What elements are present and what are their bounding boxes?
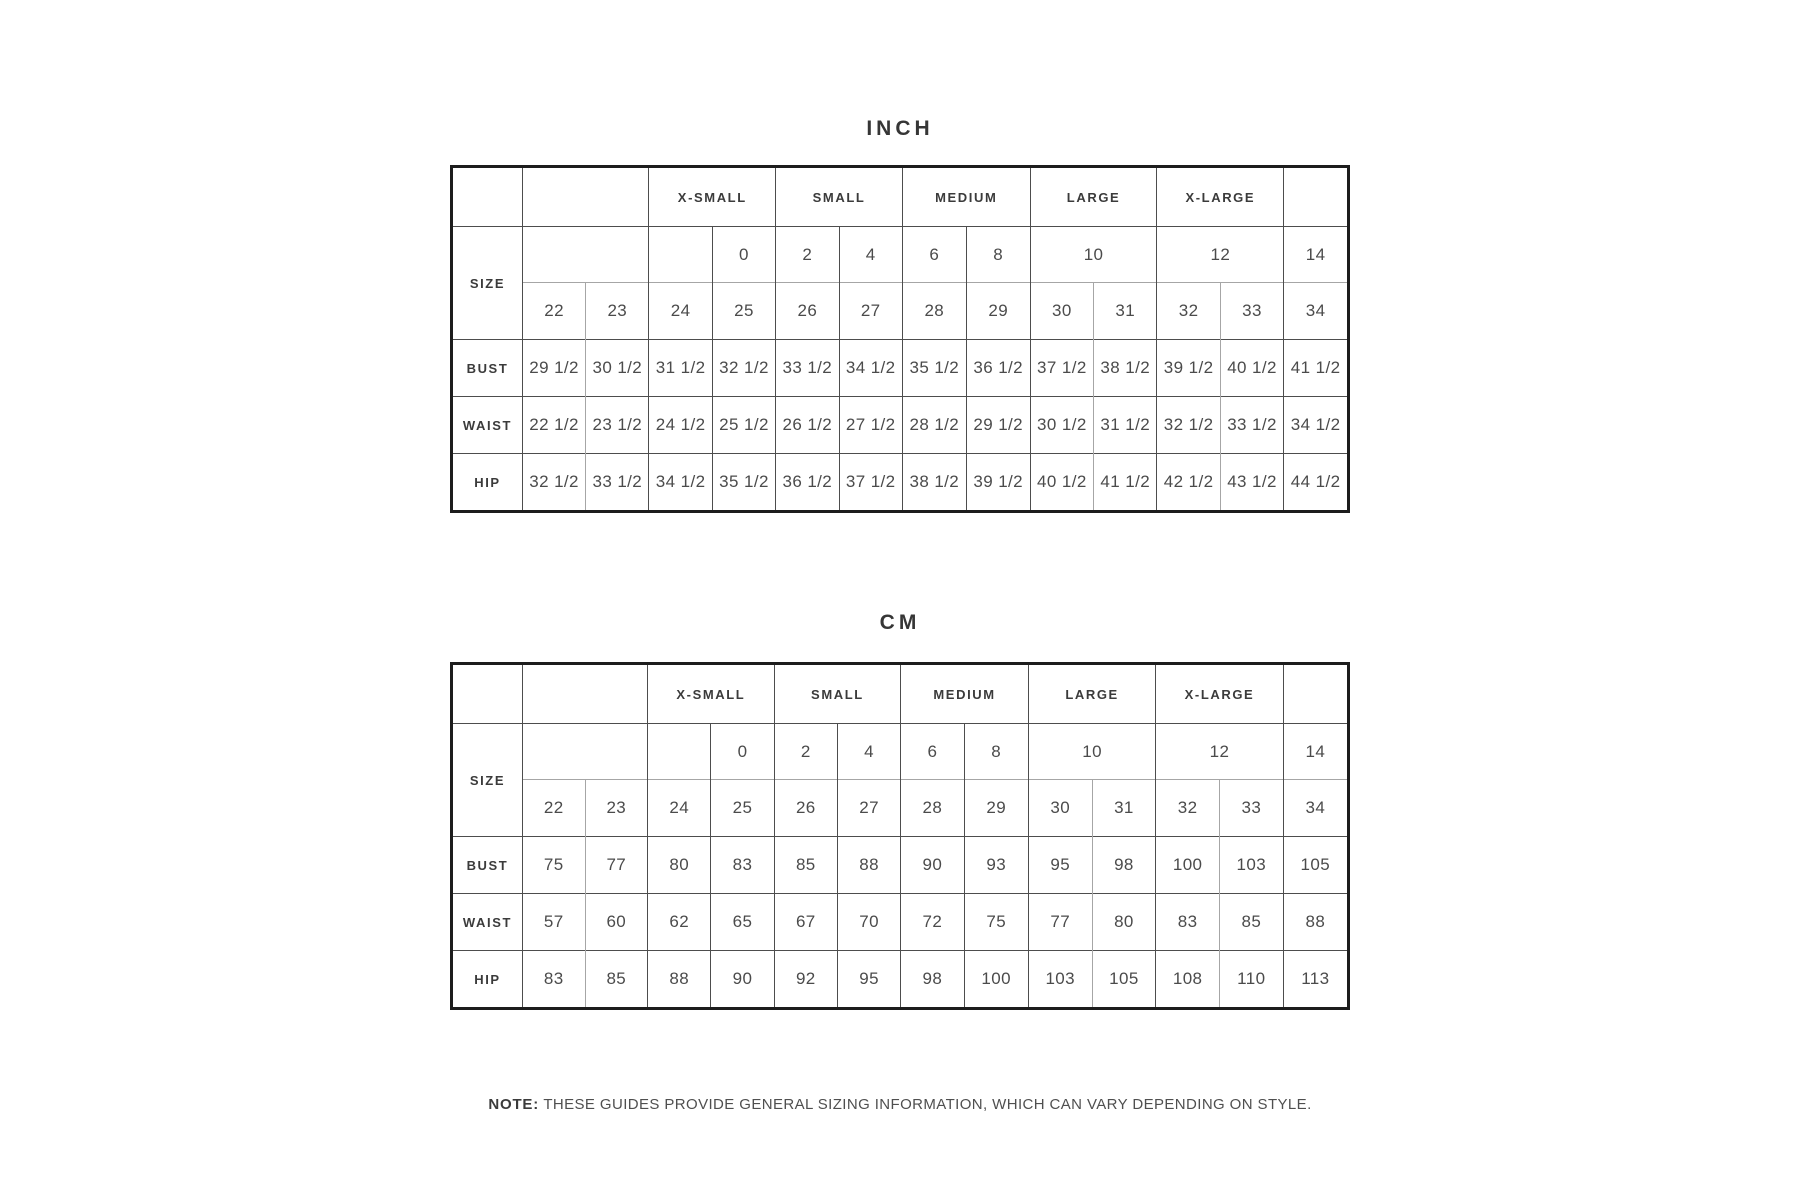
waist-value-col-11: 85 <box>1219 894 1283 951</box>
group-header-x-small: X-SMALL <box>648 665 775 724</box>
group-header-small: SMALL <box>776 168 903 227</box>
numeric-size-30: 30 <box>1030 283 1093 340</box>
bust-row-label: BUST <box>453 340 522 397</box>
waist-value-col-2: 24 1/2 <box>649 397 712 454</box>
numeric-size-32: 32 <box>1156 780 1220 837</box>
numeric-size-31: 31 <box>1092 780 1156 837</box>
hip-value-col-2: 34 1/2 <box>649 454 712 511</box>
bust-value-col-10: 100 <box>1156 837 1220 894</box>
group-header-large: LARGE <box>1030 168 1157 227</box>
waist-value-col-7: 75 <box>964 894 1028 951</box>
hip-value-col-8: 103 <box>1028 951 1092 1008</box>
inch-table-title: INCH <box>866 117 934 140</box>
waist-row-label: WAIST <box>453 894 522 951</box>
bust-value-col-2: 80 <box>648 837 711 894</box>
waist-value-col-2: 62 <box>648 894 711 951</box>
numeric-size-27: 27 <box>837 780 900 837</box>
hip-value-col-4: 36 1/2 <box>776 454 839 511</box>
us-size-6: 6 <box>902 227 966 283</box>
us-size-10: 10 <box>1028 724 1155 780</box>
us-size-4: 4 <box>839 227 902 283</box>
group-header-medium: MEDIUM <box>901 665 1029 724</box>
numeric-size-33: 33 <box>1219 780 1283 837</box>
us-size-2: 2 <box>776 227 839 283</box>
bust-value-col-12: 41 1/2 <box>1284 340 1347 397</box>
sizing-note-label: NOTE: <box>488 1096 540 1113</box>
numeric-size-26: 26 <box>776 283 839 340</box>
waist-value-col-1: 60 <box>585 894 648 951</box>
hip-value-col-6: 98 <box>901 951 964 1008</box>
waist-value-col-10: 32 1/2 <box>1157 397 1220 454</box>
numeric-size-29: 29 <box>966 283 1030 340</box>
us-size-4: 4 <box>837 724 900 780</box>
numeric-size-27: 27 <box>839 283 902 340</box>
waist-value-col-12: 88 <box>1283 894 1347 951</box>
bust-value-col-5: 34 1/2 <box>839 340 902 397</box>
numeric-size-28: 28 <box>902 283 966 340</box>
us-size-blank-1 <box>648 724 711 780</box>
hip-value-col-11: 43 1/2 <box>1220 454 1283 511</box>
us-size-12: 12 <box>1156 724 1283 780</box>
waist-value-col-6: 72 <box>901 894 964 951</box>
bust-value-col-4: 85 <box>774 837 837 894</box>
us-size-0: 0 <box>711 724 774 780</box>
bust-value-col-8: 37 1/2 <box>1030 340 1093 397</box>
hip-value-col-10: 42 1/2 <box>1157 454 1220 511</box>
waist-value-col-7: 29 1/2 <box>966 397 1030 454</box>
hip-value-col-10: 108 <box>1156 951 1220 1008</box>
waist-value-col-3: 25 1/2 <box>712 397 775 454</box>
waist-value-col-6: 28 1/2 <box>902 397 966 454</box>
hip-value-col-2: 88 <box>648 951 711 1008</box>
waist-value-col-9: 80 <box>1092 894 1156 951</box>
waist-value-col-0: 57 <box>522 894 585 951</box>
bust-value-col-3: 83 <box>711 837 774 894</box>
hip-value-col-12: 44 1/2 <box>1284 454 1347 511</box>
bust-value-col-3: 32 1/2 <box>712 340 775 397</box>
hip-value-col-0: 32 1/2 <box>522 454 585 511</box>
bust-value-col-6: 90 <box>901 837 964 894</box>
cm-size-table-frame <box>450 662 1350 1010</box>
group-header-blank-7 <box>1284 168 1347 227</box>
waist-value-col-9: 31 1/2 <box>1094 397 1157 454</box>
waist-value-col-11: 33 1/2 <box>1220 397 1283 454</box>
group-header-small: SMALL <box>774 665 901 724</box>
numeric-size-25: 25 <box>711 780 774 837</box>
hip-value-col-1: 33 1/2 <box>586 454 649 511</box>
bust-value-col-5: 88 <box>837 837 900 894</box>
hip-value-col-11: 110 <box>1219 951 1283 1008</box>
us-size-2: 2 <box>774 724 837 780</box>
size-row-label: SIZE <box>453 724 522 837</box>
numeric-size-23: 23 <box>585 780 648 837</box>
hip-value-col-4: 92 <box>774 951 837 1008</box>
group-header-medium: MEDIUM <box>902 168 1030 227</box>
numeric-size-22: 22 <box>522 780 585 837</box>
numeric-size-30: 30 <box>1028 780 1092 837</box>
cm-size-table <box>453 665 1347 1007</box>
us-size-14: 14 <box>1283 724 1347 780</box>
bust-value-col-1: 30 1/2 <box>586 340 649 397</box>
numeric-size-22: 22 <box>522 283 585 340</box>
numeric-size-24: 24 <box>648 780 711 837</box>
cm-table-title: CM <box>879 611 921 634</box>
group-header-large: LARGE <box>1028 665 1155 724</box>
sizing-note <box>0 1096 1800 1113</box>
us-size-blank-0 <box>522 724 647 780</box>
sizing-note-text: THESE GUIDES PROVIDE GENERAL SIZING INFORMATION, WHICH CAN VARY DEPENDING ON STYLE. <box>539 1096 1312 1113</box>
hip-value-col-5: 37 1/2 <box>839 454 902 511</box>
bust-value-col-4: 33 1/2 <box>776 340 839 397</box>
bust-value-col-12: 105 <box>1283 837 1347 894</box>
numeric-size-29: 29 <box>964 780 1028 837</box>
size-row-label: SIZE <box>453 227 522 340</box>
waist-value-col-12: 34 1/2 <box>1284 397 1347 454</box>
hip-value-col-9: 41 1/2 <box>1094 454 1157 511</box>
hip-value-col-3: 90 <box>711 951 774 1008</box>
waist-value-col-1: 23 1/2 <box>586 397 649 454</box>
bust-value-col-10: 39 1/2 <box>1157 340 1220 397</box>
bust-row-label: BUST <box>453 837 522 894</box>
waist-value-col-5: 70 <box>837 894 900 951</box>
hip-value-col-6: 38 1/2 <box>902 454 966 511</box>
group-header-blank-1 <box>522 168 648 227</box>
group-header-blank-1 <box>522 665 647 724</box>
us-size-14: 14 <box>1284 227 1347 283</box>
bust-value-col-6: 35 1/2 <box>902 340 966 397</box>
bust-value-col-7: 36 1/2 <box>966 340 1030 397</box>
bust-value-col-7: 93 <box>964 837 1028 894</box>
bust-value-col-0: 29 1/2 <box>522 340 585 397</box>
us-size-0: 0 <box>712 227 775 283</box>
numeric-size-34: 34 <box>1283 780 1347 837</box>
bust-value-col-9: 98 <box>1092 837 1156 894</box>
us-size-10: 10 <box>1030 227 1157 283</box>
us-size-blank-1 <box>649 227 712 283</box>
waist-value-col-4: 26 1/2 <box>776 397 839 454</box>
group-header-blank-7 <box>1283 665 1347 724</box>
numeric-size-26: 26 <box>774 780 837 837</box>
bust-value-col-8: 95 <box>1028 837 1092 894</box>
numeric-size-23: 23 <box>586 283 649 340</box>
bust-value-col-11: 103 <box>1219 837 1283 894</box>
inch-size-table-frame <box>450 165 1350 513</box>
waist-value-col-10: 83 <box>1156 894 1220 951</box>
hip-row-label: HIP <box>453 951 522 1008</box>
bust-value-col-0: 75 <box>522 837 585 894</box>
group-header-x-large: X-LARGE <box>1157 168 1284 227</box>
waist-value-col-3: 65 <box>711 894 774 951</box>
hip-row-label: HIP <box>453 454 522 511</box>
bust-value-col-11: 40 1/2 <box>1220 340 1283 397</box>
group-header-blank-0 <box>453 168 522 227</box>
bust-value-col-9: 38 1/2 <box>1094 340 1157 397</box>
waist-value-col-4: 67 <box>774 894 837 951</box>
numeric-size-32: 32 <box>1157 283 1220 340</box>
us-size-12: 12 <box>1157 227 1284 283</box>
hip-value-col-7: 39 1/2 <box>966 454 1030 511</box>
us-size-6: 6 <box>901 724 964 780</box>
numeric-size-25: 25 <box>712 283 775 340</box>
waist-value-col-8: 77 <box>1028 894 1092 951</box>
numeric-size-31: 31 <box>1094 283 1157 340</box>
bust-value-col-2: 31 1/2 <box>649 340 712 397</box>
us-size-blank-0 <box>522 227 648 283</box>
us-size-8: 8 <box>966 227 1030 283</box>
hip-value-col-8: 40 1/2 <box>1030 454 1093 511</box>
numeric-size-34: 34 <box>1284 283 1347 340</box>
inch-size-table <box>453 168 1347 510</box>
hip-value-col-5: 95 <box>837 951 900 1008</box>
us-size-8: 8 <box>964 724 1028 780</box>
bust-value-col-1: 77 <box>585 837 648 894</box>
numeric-size-24: 24 <box>649 283 712 340</box>
group-header-blank-0 <box>453 665 522 724</box>
hip-value-col-0: 83 <box>522 951 585 1008</box>
waist-value-col-5: 27 1/2 <box>839 397 902 454</box>
waist-row-label: WAIST <box>453 397 522 454</box>
hip-value-col-12: 113 <box>1283 951 1347 1008</box>
hip-value-col-1: 85 <box>585 951 648 1008</box>
hip-value-col-3: 35 1/2 <box>712 454 775 511</box>
hip-value-col-7: 100 <box>964 951 1028 1008</box>
numeric-size-28: 28 <box>901 780 964 837</box>
waist-value-col-0: 22 1/2 <box>522 397 585 454</box>
waist-value-col-8: 30 1/2 <box>1030 397 1093 454</box>
group-header-x-large: X-LARGE <box>1156 665 1283 724</box>
numeric-size-33: 33 <box>1220 283 1283 340</box>
group-header-x-small: X-SMALL <box>649 168 776 227</box>
hip-value-col-9: 105 <box>1092 951 1156 1008</box>
